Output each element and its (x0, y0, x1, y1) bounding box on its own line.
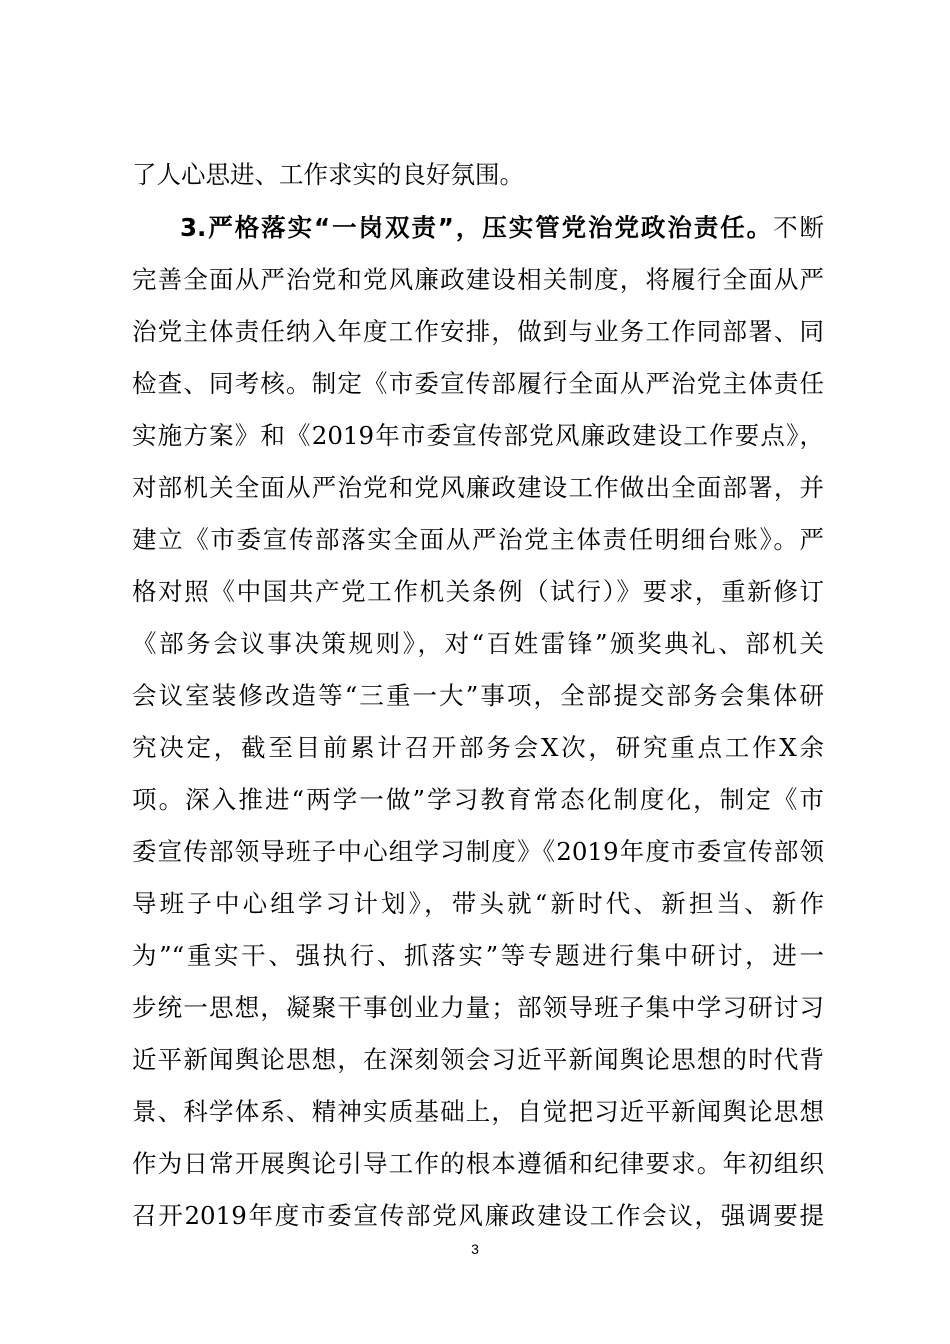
text-line-4: 治党主体责任纳入年度工作安排，做到与业务工作同部署、同 (132, 317, 824, 346)
text-line-21: 召开2019年度市委宣传部党风廉政建设工作会议，强调要提 (132, 1201, 824, 1230)
text-line-10: 《部务会议事决策规则》，对“百姓雷锋”颁奖典礼、部机关 (132, 629, 824, 658)
section-number: 3. (180, 213, 207, 242)
text-line-16: 为”“重实干、强执行、抓落实”等专题进行集中研讨，进一 (132, 941, 824, 970)
text-line-20: 作为日常开展舆论引导工作的根本遵循和纪律要求。年初组织 (132, 1149, 824, 1178)
text-line-14: 委宣传部领导班子中心组学习制度》《2019年度市委宣传部领 (132, 837, 824, 866)
text-line-5: 检查、同考核。制定《市委宣传部履行全面从严治党主体责任 (132, 369, 824, 398)
text-line-11: 会议室装修改造等“三重一大”事项，全部提交部务会集体研 (132, 681, 824, 710)
section-heading-line (180, 208, 824, 248)
section-body-start: 不断 (773, 213, 825, 242)
text-line-19: 景、科学体系、精神实质基础上，自觉把习近平新闻舆论思想 (132, 1097, 824, 1126)
section-title: 严格落实“一岗双责”，压实管党治党政治责任。 (206, 213, 774, 242)
text-line-15: 导班子中心组学习计划》，带头就“新时代、新担当、新作 (132, 889, 824, 918)
text-line-1: 了人心思进、工作求实的良好氛围。 (132, 160, 524, 189)
text-line-7: 对部机关全面从严治党和党风廉政建设工作做出全面部署，并 (132, 473, 824, 502)
text-line-3: 完善全面从严治党和党风廉政建设相关制度，将履行全面从严 (132, 265, 824, 294)
text-line-9: 格对照《中国共产党工作机关条例（试行）》要求，重新修订 (132, 577, 824, 606)
text-line-18: 近平新闻舆论思想，在深刻领会习近平新闻舆论思想的时代背 (132, 1045, 824, 1074)
text-line-17: 步统一思想，凝聚干事创业力量；部领导班子集中学习研讨习 (132, 993, 824, 1022)
page-number: 3 (471, 1241, 479, 1257)
text-line-6: 实施方案》和《2019年市委宣传部党风廉政建设工作要点》， (132, 421, 824, 450)
text-line-12: 究决定，截至目前累计召开部务会X次，研究重点工作X余 (132, 733, 824, 762)
text-line-13: 项。深入推进“两学一做”学习教育常态化制度化，制定《市 (132, 785, 824, 814)
text-line-8: 建立《市委宣传部落实全面从严治党主体责任明细台账》。严 (132, 525, 824, 554)
